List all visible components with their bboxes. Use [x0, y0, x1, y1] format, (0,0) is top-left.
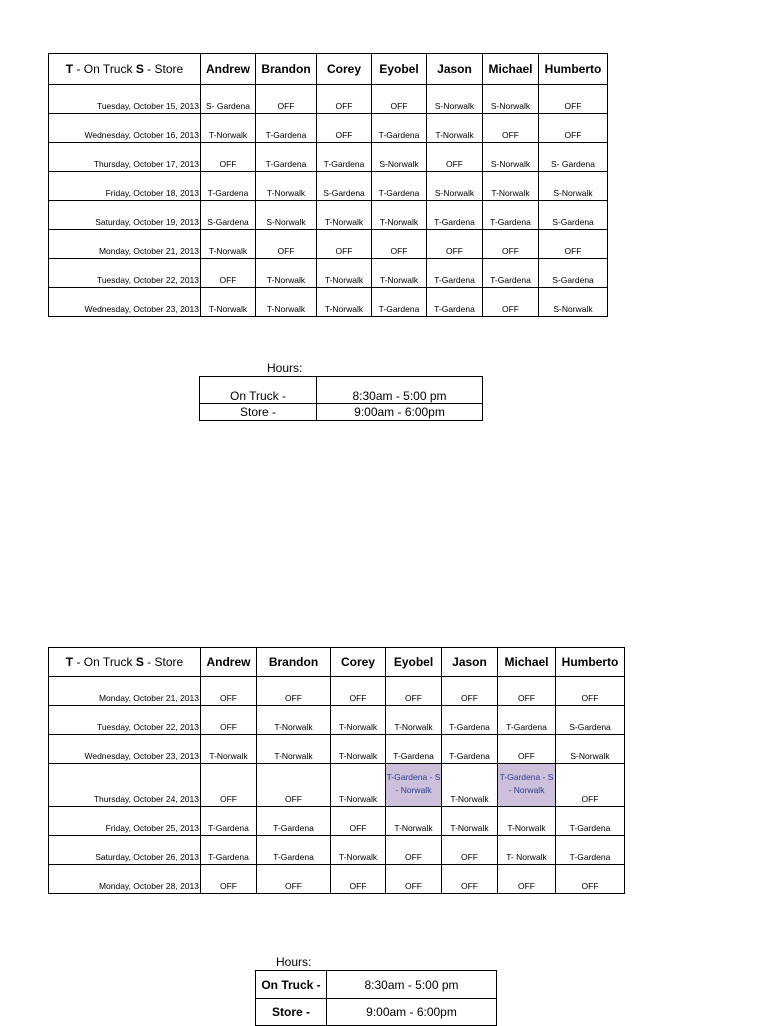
name-header: Michael	[498, 648, 556, 677]
shift-cell: T-Norwalk	[201, 735, 257, 764]
table-row	[256, 971, 497, 999]
date-cell: Saturday, October 26, 2013	[49, 836, 201, 865]
shift-cell: OFF	[442, 677, 498, 706]
hours-name: On Truck -	[200, 377, 317, 404]
shift-cell: T-Norwalk	[256, 288, 317, 317]
table-row	[49, 259, 608, 288]
shift-cell: OFF	[539, 85, 608, 114]
date-cell: Wednesday, October 23, 2013	[49, 288, 201, 317]
shift-cell: T-Gardena	[386, 735, 442, 764]
name-header: Humberto	[556, 648, 625, 677]
date-cell: Monday, October 21, 2013	[49, 230, 201, 259]
shift-cell: OFF	[386, 836, 442, 865]
shift-cell: OFF	[556, 764, 625, 807]
name-header: Corey	[331, 648, 386, 677]
shift-cell: OFF	[331, 807, 386, 836]
shift-cell: T-Norwalk	[317, 259, 372, 288]
shift-cell: T-Gardena	[201, 172, 256, 201]
name-header: Humberto	[539, 54, 608, 85]
shift-cell: S-Norwalk	[372, 143, 427, 172]
shift-cell: S-Gardena	[201, 201, 256, 230]
name-header: Corey	[317, 54, 372, 85]
shift-cell: T-Norwalk	[372, 259, 427, 288]
date-cell: Saturday, October 19, 2013	[49, 201, 201, 230]
shift-cell: T-Norwalk	[372, 201, 427, 230]
shift-cell: T-Norwalk	[317, 288, 372, 317]
shift-cell: OFF	[256, 85, 317, 114]
table-row	[49, 706, 625, 735]
table-row	[49, 865, 625, 894]
shift-cell: OFF	[372, 85, 427, 114]
shift-cell: T-Gardena	[256, 143, 317, 172]
table-row	[49, 201, 608, 230]
shift-cell: S-Gardena	[539, 259, 608, 288]
shift-cell: T-Gardena	[372, 288, 427, 317]
date-cell: Thursday, October 17, 2013	[49, 143, 201, 172]
shift-cell: OFF	[331, 865, 386, 894]
shift-cell: T-Gardena	[257, 836, 331, 865]
hours-name: On Truck -	[256, 971, 327, 999]
shift-cell: T-Gardena	[256, 114, 317, 143]
shift-cell: OFF	[483, 230, 539, 259]
shift-cell: T-Norwalk	[498, 807, 556, 836]
shift-cell: OFF	[498, 865, 556, 894]
table-row	[49, 288, 608, 317]
date-cell: Tuesday, October 22, 2013	[49, 259, 201, 288]
shift-cell: OFF	[372, 230, 427, 259]
date-cell: Monday, October 28, 2013	[49, 865, 201, 894]
date-cell: Tuesday, October 22, 2013	[49, 706, 201, 735]
name-header: Andrew	[201, 648, 257, 677]
shift-cell: S-Norwalk	[539, 288, 608, 317]
shift-cell: OFF	[201, 706, 257, 735]
shift-cell: T-Gardena	[442, 706, 498, 735]
shift-cell: T-Gardena	[442, 735, 498, 764]
shift-cell: T-Gardena	[556, 836, 625, 865]
shift-cell: OFF	[317, 85, 372, 114]
shift-cell: T-Norwalk	[386, 706, 442, 735]
highlighted-shift-cell: T-Gardena - S - Norwalk	[386, 764, 442, 807]
shift-cell: OFF	[201, 764, 257, 807]
shift-cell: T-Gardena	[257, 807, 331, 836]
shift-cell: T-Gardena	[317, 143, 372, 172]
highlighted-shift-cell: T-Gardena - S - Norwalk	[498, 764, 556, 807]
header-row	[49, 648, 625, 677]
shift-cell: OFF	[386, 865, 442, 894]
shift-cell: T-Norwalk	[331, 836, 386, 865]
hours-value: 8:30am - 5:00 pm	[317, 377, 483, 404]
shift-cell: T-Gardena	[556, 807, 625, 836]
name-header: Eyobel	[372, 54, 427, 85]
hours-name: Store -	[256, 999, 327, 1026]
shift-cell: T-Norwalk	[442, 764, 498, 807]
shift-cell: T-Gardena	[372, 172, 427, 201]
shift-cell: OFF	[498, 735, 556, 764]
table-row	[49, 85, 608, 114]
hours-table-1	[199, 376, 483, 421]
table-row	[49, 807, 625, 836]
shift-cell: OFF	[386, 677, 442, 706]
name-header: Andrew	[201, 54, 256, 85]
schedule-table-1	[48, 53, 608, 317]
shift-cell: OFF	[257, 764, 331, 807]
shift-cell: OFF	[257, 865, 331, 894]
shift-cell: S-Norwalk	[483, 85, 539, 114]
shift-cell: OFF	[427, 230, 483, 259]
shift-cell: T-Norwalk	[257, 706, 331, 735]
shift-cell: T-Norwalk	[317, 201, 372, 230]
shift-cell: OFF	[427, 143, 483, 172]
shift-cell: T-Gardena	[372, 114, 427, 143]
date-cell: Wednesday, October 16, 2013	[49, 114, 201, 143]
date-cell: Friday, October 18, 2013	[49, 172, 201, 201]
shift-cell: T-Gardena	[201, 836, 257, 865]
shift-cell: S-Norwalk	[256, 201, 317, 230]
shift-cell: OFF	[201, 865, 257, 894]
table-row	[49, 735, 625, 764]
date-cell: Wednesday, October 23, 2013	[49, 735, 201, 764]
shift-cell: OFF	[556, 865, 625, 894]
shift-cell: OFF	[317, 230, 372, 259]
shift-cell: T-Norwalk	[201, 230, 256, 259]
table-row	[49, 114, 608, 143]
header-row	[49, 54, 608, 85]
shift-cell: T-Norwalk	[257, 735, 331, 764]
shift-cell: S-Gardena	[539, 201, 608, 230]
shift-cell: OFF	[498, 677, 556, 706]
shift-cell: S-Norwalk	[539, 172, 608, 201]
hours-name: Store -	[200, 404, 317, 421]
shift-cell: T-Norwalk	[483, 172, 539, 201]
shift-cell: T-Gardena	[483, 201, 539, 230]
shift-cell: S-Gardena	[317, 172, 372, 201]
shift-cell: T-Norwalk	[331, 735, 386, 764]
shift-cell: T-Gardena	[427, 288, 483, 317]
shift-cell: OFF	[331, 677, 386, 706]
shift-cell: OFF	[483, 288, 539, 317]
shift-cell: T-Gardena	[427, 201, 483, 230]
shift-cell: T-Gardena	[201, 807, 257, 836]
date-cell: Thursday, October 24, 2013	[49, 764, 201, 807]
date-cell: Friday, October 25, 2013	[49, 807, 201, 836]
shift-cell: OFF	[539, 114, 608, 143]
shift-cell: OFF	[256, 230, 317, 259]
shift-cell: T-Norwalk	[256, 172, 317, 201]
table-row	[200, 404, 483, 421]
name-header: Michael	[483, 54, 539, 85]
shift-cell: OFF	[257, 677, 331, 706]
shift-cell: T-Norwalk	[201, 288, 256, 317]
date-cell: Tuesday, October 15, 2013	[49, 85, 201, 114]
name-header: Brandon	[257, 648, 331, 677]
legend-header: T - On Truck S - Store	[49, 54, 201, 85]
table-row	[200, 377, 483, 404]
table-row	[49, 143, 608, 172]
shift-cell: OFF	[201, 677, 257, 706]
shift-cell: S-Norwalk	[556, 735, 625, 764]
shift-cell: OFF	[442, 865, 498, 894]
shift-cell: OFF	[201, 143, 256, 172]
table-row	[256, 999, 497, 1026]
table-row	[49, 677, 625, 706]
shift-cell: T-Norwalk	[386, 807, 442, 836]
shift-cell: OFF	[442, 836, 498, 865]
name-header: Jason	[442, 648, 498, 677]
hours-value: 9:00am - 6:00pm	[317, 404, 483, 421]
hours-value: 9:00am - 6:00pm	[327, 999, 497, 1026]
shift-cell: T-Norwalk	[331, 706, 386, 735]
shift-cell: S- Gardena	[539, 143, 608, 172]
table-row	[49, 764, 625, 807]
shift-cell: OFF	[317, 114, 372, 143]
shift-cell: OFF	[539, 230, 608, 259]
shift-cell: T-Gardena	[427, 259, 483, 288]
shift-cell: S-Gardena	[556, 706, 625, 735]
shift-cell: S- Gardena	[201, 85, 256, 114]
shift-cell: T-Gardena	[498, 706, 556, 735]
shift-cell: T-Norwalk	[442, 807, 498, 836]
hours-label: Hours:	[276, 955, 312, 969]
table-row	[49, 230, 608, 259]
hours-value: 8:30am - 5:00 pm	[327, 971, 497, 999]
shift-cell: T- Norwalk	[498, 836, 556, 865]
shift-cell: OFF	[201, 259, 256, 288]
table-row	[49, 836, 625, 865]
table-row	[49, 172, 608, 201]
hours-table-2	[255, 970, 497, 1026]
shift-cell: T-Gardena	[483, 259, 539, 288]
date-cell: Monday, October 21, 2013	[49, 677, 201, 706]
shift-cell: S-Norwalk	[483, 143, 539, 172]
hours-label: Hours:	[267, 361, 303, 375]
legend-header: T - On Truck S - Store	[49, 648, 201, 677]
shift-cell: S-Norwalk	[427, 172, 483, 201]
schedule-table-2	[48, 647, 625, 894]
name-header: Jason	[427, 54, 483, 85]
shift-cell: OFF	[483, 114, 539, 143]
shift-cell: S-Norwalk	[427, 85, 483, 114]
shift-cell: T-Norwalk	[427, 114, 483, 143]
shift-cell: T-Norwalk	[331, 764, 386, 807]
name-header: Eyobel	[386, 648, 442, 677]
shift-cell: OFF	[556, 677, 625, 706]
shift-cell: T-Norwalk	[256, 259, 317, 288]
name-header: Brandon	[256, 54, 317, 85]
shift-cell: T-Norwalk	[201, 114, 256, 143]
